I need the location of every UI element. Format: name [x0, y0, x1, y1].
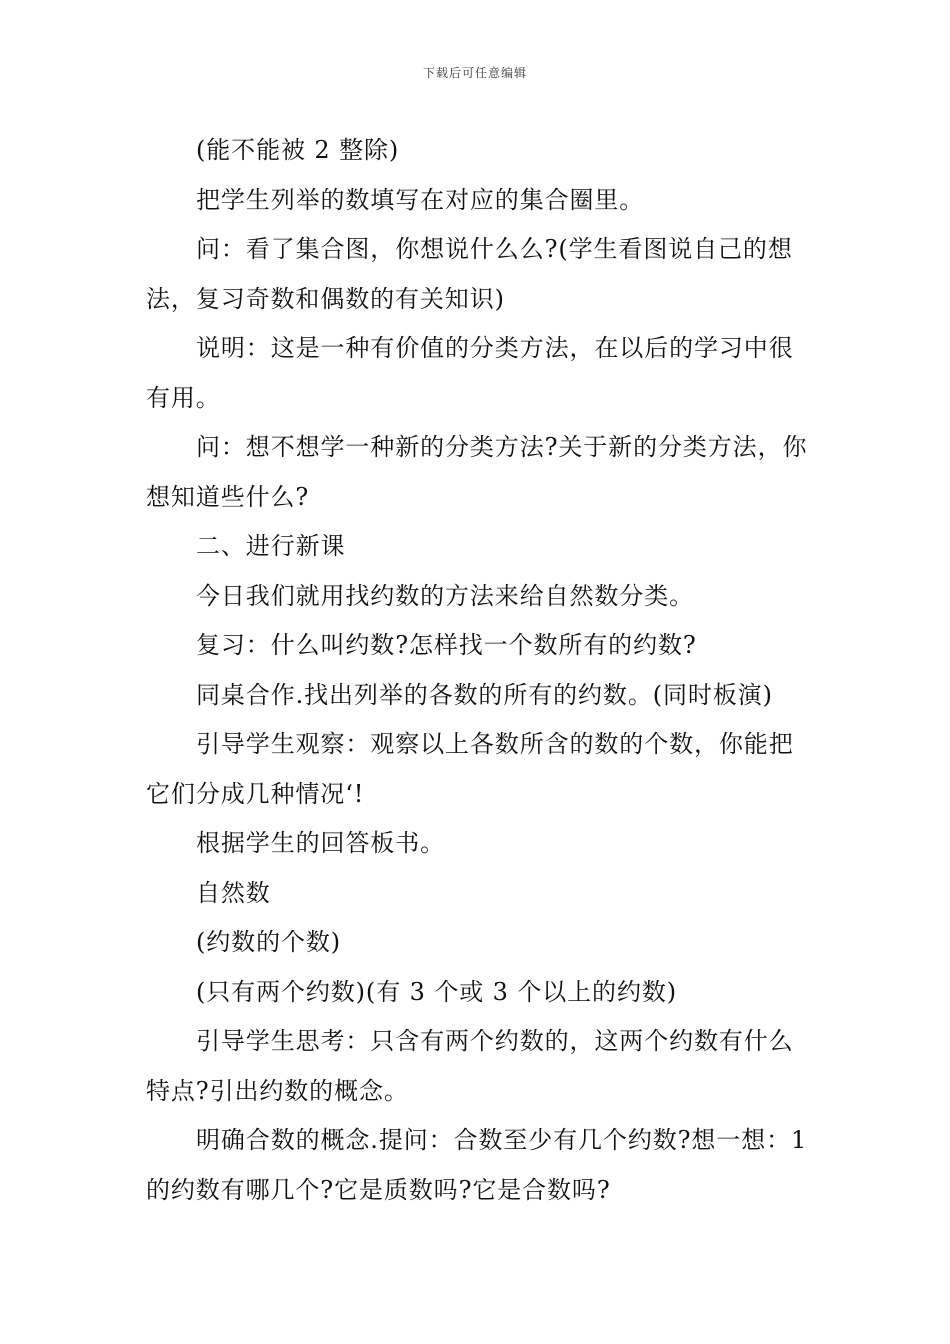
paragraph: 问：看了集合图，你想说什么么?(学生看图说自己的想法，复习奇数和偶数的有关知识) — [146, 235, 793, 313]
paragraph: (只有两个约数)(有 3 个或 3 个以上的约数) — [196, 977, 678, 1006]
paragraph: 引导学生观察：观察以上各数所含的数的个数，你能把它们分成几种情况‘! — [146, 730, 794, 808]
paragraph: (能不能被 2 整除) — [196, 136, 400, 164]
paragraph: 把学生列举的数填写在对应的集合圈里。 — [196, 185, 645, 214]
paragraph: 自然数 — [196, 878, 271, 907]
paragraph: 同桌合作.找出列举的各数的所有的约数。(同时板演) — [196, 680, 773, 709]
section-heading: 二、进行新课 — [196, 532, 346, 560]
paragraph: 引导学生思考：只含有两个约数的，这两个约数有什么特点?引出约数的概念。 — [146, 1027, 794, 1105]
paragraph: 复习：什么叫约数?怎样找一个数所有的约数? — [196, 631, 697, 659]
paragraph: 根据学生的回答板书。 — [196, 829, 445, 857]
paragraph: (约数的个数) — [196, 928, 342, 956]
paragraph: 问：想不想学一种新的分类方法?关于新的分类方法，你想知道些什么? — [146, 433, 808, 511]
paragraph: 说明：这是一种有价值的分类方法，在以后的学习中很有用。 — [146, 334, 794, 412]
page-header: 下载后可任意编辑 — [422, 66, 527, 80]
paragraph: 明确合数的概念.提问：合数至少有几个约数?想一想：1 的约数有哪几个?它是质数吗?它是合数吗? — [146, 1126, 808, 1204]
document-body — [146, 126, 810, 1215]
paragraph: 今日我们就用找约数的方法来给自然数分类。 — [196, 581, 694, 610]
